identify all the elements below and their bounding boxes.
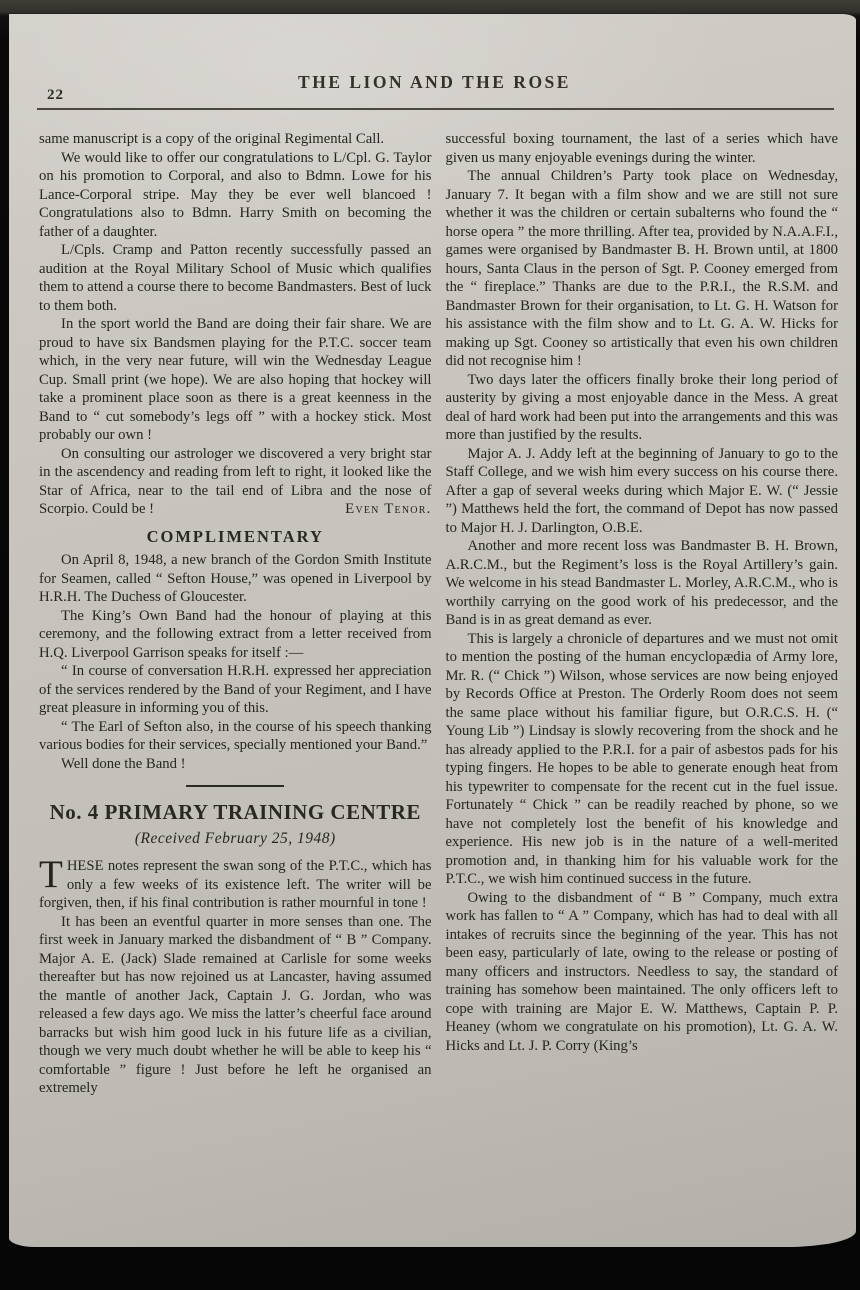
paragraph: Another and more recent loss was Bandmaster B. H. Brown, A.R.C.M., but the Regiment’s loss is the Royal Artillery’s gain. We welcome in his stead Bandmaster L. Morley, A.R.C.M., who is worthily carrying on the good work of his predecessor, and the Band is in as great demand as ever. — [445, 538, 838, 628]
right-column — [446, 130, 839, 1230]
paragraph: This is largely a chronicle of departures and we must not omit to mention the posting of the human encyclopædia of Army lore, Mr. R. (“ Chick ”) Wilson, whose services are now being enjoyed by Records Office at Preston. The Orderly Room does not seem the same place without his familiar figure, but O.R.C.S. H. (“ Young Lib ”) Lindsay is slowly recovering from the shock and he has already applied to the P.R.I. for a pair of asbestos pads for his typing fingers. He hopes to be able to generate enough heat from his typewriter to compensate for the recent cut in the fuel issue. Fortunately “ Chick ” can be readily reached by phone, so we have not completely lost the benefit of his knowledge and experience. His new job is in the nature of a well-merited promotion and, in thanking him for his valuable work for the P.T.C., we wish him continued success in the future. — [445, 630, 838, 887]
page-number: 22 — [47, 87, 64, 103]
author-signature: Even Tenor. — [345, 501, 432, 517]
header-rule — [37, 108, 834, 110]
paragraph: Major A. J. Addy left at the beginning of January to go to the Staff College, and we wish him every success on his course there. After a gap of several weeks during which Major E. W. (“ Jessie ”) Matthews held the fort, the command of Depot has now passed to Major H. J. Darlington, O.B.E. — [445, 445, 838, 536]
section-heading-complimentary: COMPLIMENTARY — [146, 526, 324, 546]
paragraph-text: On consulting our astrologer we discovered a very bright star in the ascendency and reading from left to right, it looked like the Star of Africa, near to the tail end of Libra and the nose of Scorpio. Could be ! — [39, 445, 432, 517]
paragraph: It has been an eventful quarter in more senses than one. The first week in January marked the disbandment of “ B ” Company. Major A. E. (Jack) Slade remained at Carlisle for some weeks thereafter but has now rejoined us at Lancaster, having assumed the mantle of another Jack, Captain J. G. Jordan, who was released a few days ago. We miss the latter’s cheerful face around barracks but wish him good luck in his future life as a civilian, though we very much doubt whether he will be able to keep his “ comfortable ” figure ! Just before he left he organised an extremely — [39, 913, 432, 1096]
left-column — [39, 130, 432, 1230]
paragraph: In the sport world the Band are doing their fair share. We are proud to have six Bandsmen playing for the P.T.C. soccer team which, in the very near future, will win the Wednesday League Cup. Small print (we hope). We are also hoping that hockey will take a prominent place soon as there is a great keenness in the Band to “ cut somebody’s legs off ” with a hockey stick. Most probably our own ! — [39, 316, 432, 443]
paragraph: The King’s Own Band had the honour of playing at this ceremony, and the following extract from a letter received from H.Q. Liverpool Garrison speaks for itself :— — [39, 607, 432, 661]
journal-title: THE LION AND THE ROSE — [298, 72, 571, 92]
magazine-page — [9, 14, 856, 1247]
paragraph: L/Cpls. Cramp and Patton recently successfully passed an audition at the Royal Military School of Music which qualifies them to attend a course there to become Bandmasters. Best of luck to them both. — [39, 242, 432, 314]
paragraph-continuation: same manuscript is a copy of the original Regimental Call. — [39, 131, 385, 147]
paragraph: “ The Earl of Sefton also, in the course of his speech thanking various bodies for their services, specially mentioned your Band.” — [39, 718, 432, 753]
drop-cap-paragraph — [39, 853, 432, 913]
page-header — [39, 72, 830, 106]
section-divider — [186, 785, 284, 787]
paragraph: Two days later the officers finally broke their long period of austerity by giving a most enjoyable dance in the Mess. A great deal of hard work had been put into the arrangements and this was more than justified by the results. — [445, 371, 838, 443]
paragraph: “ In course of conversation H.R.H. expressed her appreciation of the services rendered by the Band of your Regiment, and I have great pleasure in informing you of this. — [39, 663, 432, 716]
paragraph-continuation: successful boxing tournament, the last of a series which have given us many enjoyable evenings during the winter. — [445, 131, 838, 166]
received-date: (Received February 25, 1948) — [134, 829, 336, 847]
paragraph-text: HESE notes represent the swan song of the P.T.C., which has only a few weeks of its existence left. The writer will be forgiven, then, if his final contribution is rather mournful in tone ! — [39, 858, 432, 911]
paragraph: Owing to the disbandment of “ B ” Company, much extra work has fallen to “ A ” Company, which has had to deal with all intakes of recruits since the beginning of the year. This has not been easy, particularly of late, owing to the release or posting of many officers and instructors. Needless to say, the standard of training has somehow been maintained. The only officers left to cope with training are Major E. W. Matthews, Captain P. P. Heaney (whom we congratulate on his promotion), Lt. G. A. W. Hicks and Lt. J. P. Corry (King’s — [445, 889, 838, 1054]
paragraph: The annual Children’s Party took place on Wednesday, January 7. It began with a film show and we are still not sure whether it was the children or certain subalterns who found the “ horse opera ” the more thrilling. After tea, provided by N.A.A.F.I., games were organised by Bandmaster B. H. Brown until, at 1800 hours, Santa Claus in the person of Sgt. P. Cooney emerged from the “ fireplace.” Thanks are due to the P.R.I., the R.S.M. and Bandmaster Brown for their organisation, to Lt. G. H. Watson for his assistance with the film show and to Lt. G. A. W. Hicks for making up Sgt. Cooney so artistically that even his own children did not recognise him ! — [445, 168, 838, 369]
section-heading-ptc: No. 4 PRIMARY TRAINING CENTRE — [49, 800, 421, 824]
drop-cap: T — [39, 853, 63, 896]
paragraph-with-signature — [39, 445, 432, 519]
paragraph: On April 8, 1948, a new branch of the Gordon Smith Institute for Seamen, called “ Sefton House,” was opened in Liverpool by H.R.H. The Duchess of Gloucester. — [39, 552, 432, 605]
paragraph: We would like to offer our congratulations to L/Cpl. G. Taylor on his promotion to Corporal, and also to Bdmn. Lowe for his Lance-Corporal stripe. May they be ever well blancoed ! Congratulations also to Bdmn. Harry Smith on becoming the father of a daughter. — [39, 149, 432, 240]
paragraph: Well done the Band ! — [61, 755, 186, 772]
text-columns — [39, 130, 838, 1230]
